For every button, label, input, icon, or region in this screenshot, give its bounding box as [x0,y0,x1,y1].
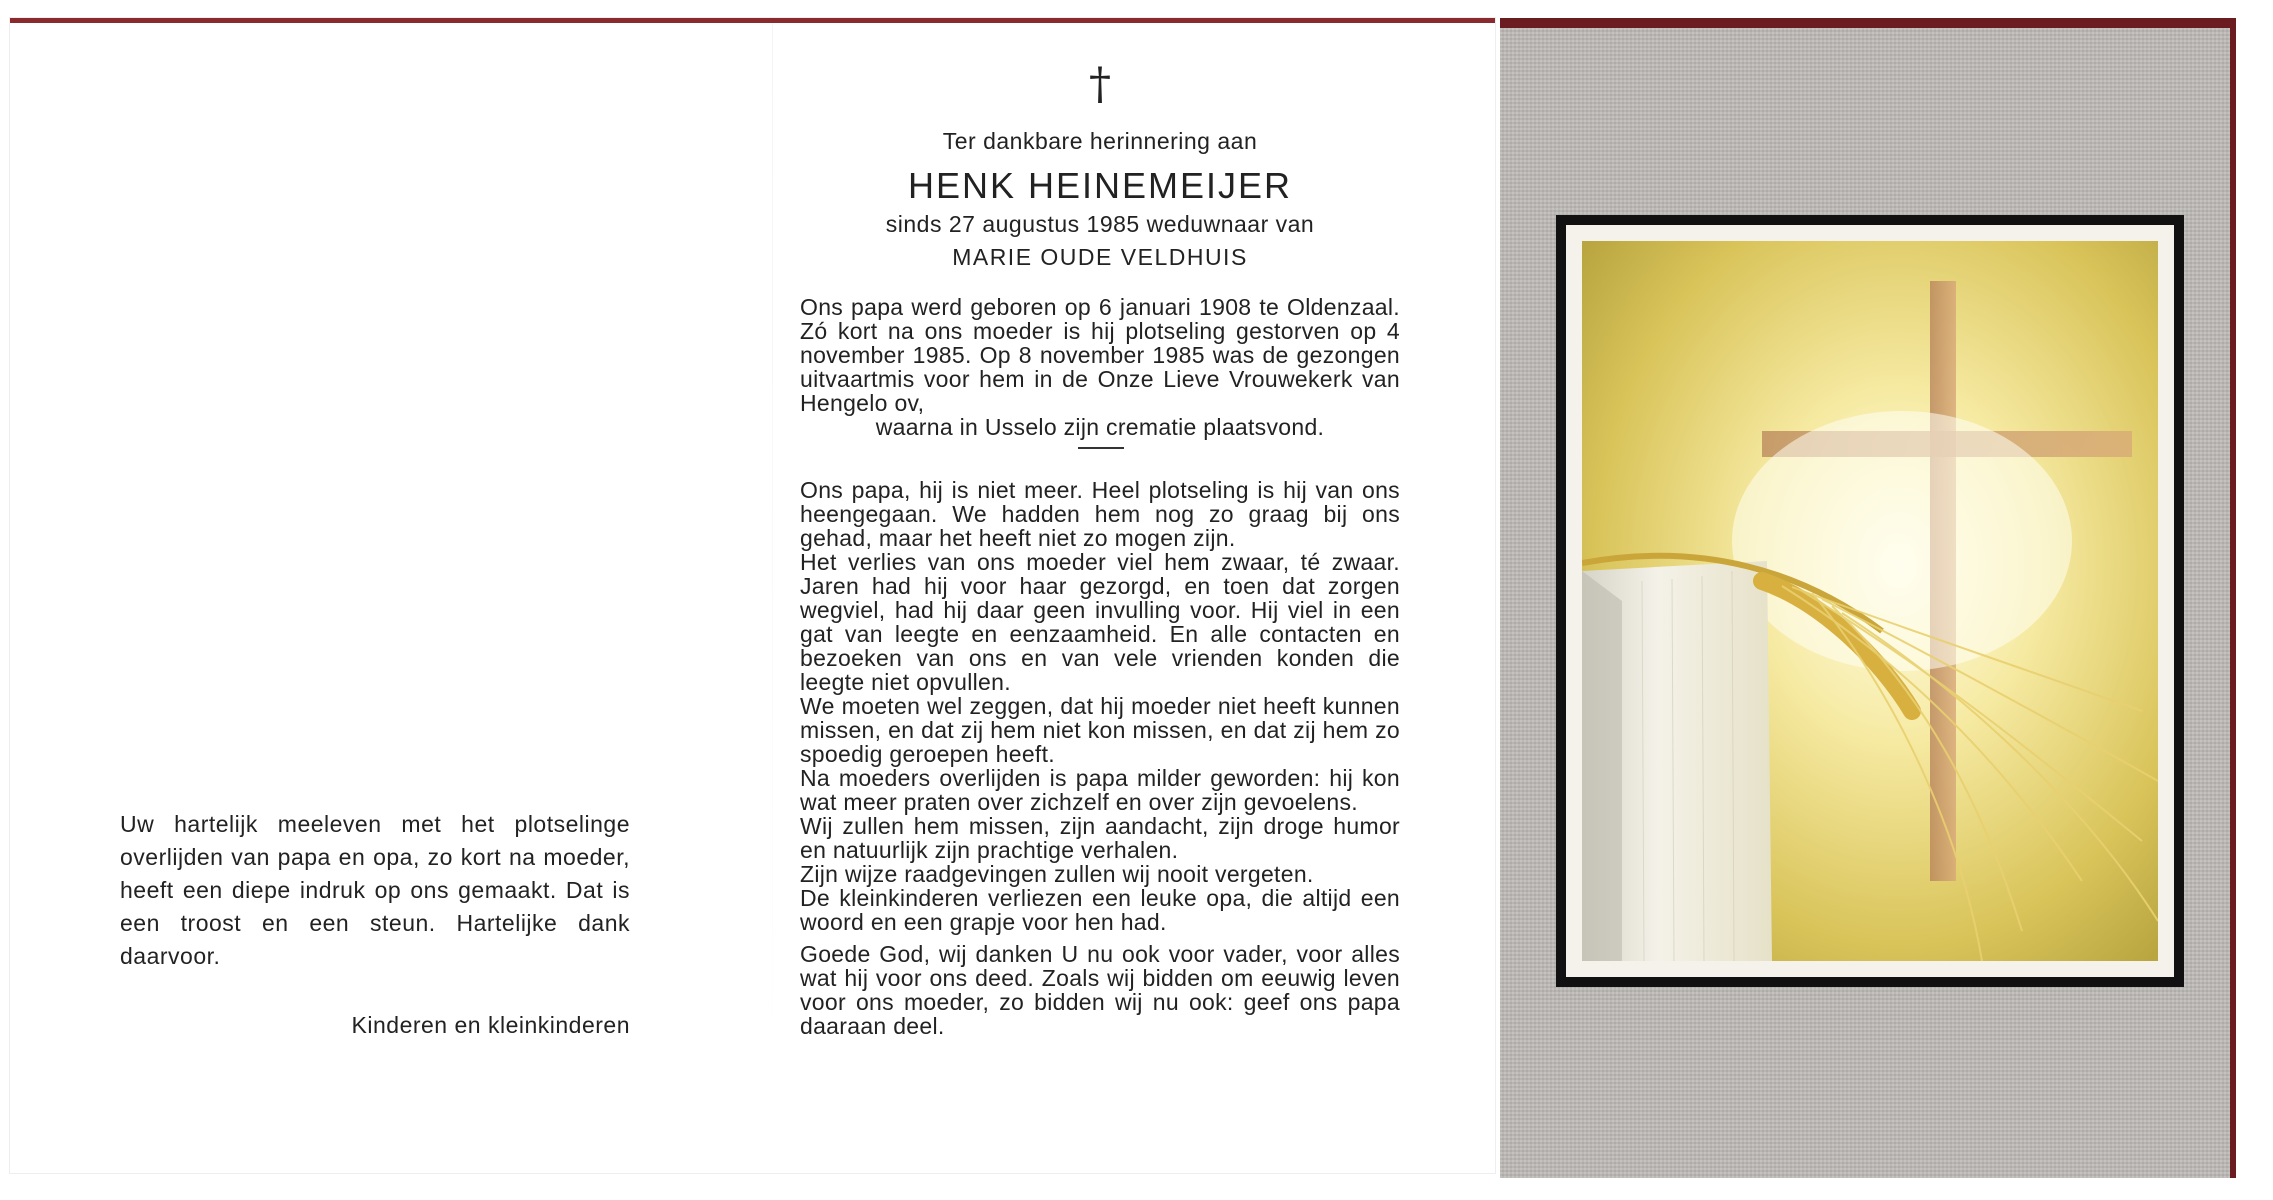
card-fold [772,23,773,1173]
paragraph: Ons papa, hij is niet meer. Heel plotseling is hij van ons heengegaan. We hadden hem nog zo graag bij ons gehad, maar het heeft niet zo mogen zijn. [800,477,1400,551]
biography-last-line: waarna in Usselo zijn crematie plaatsvond. [875,414,1325,440]
memorial-text [800,478,1400,1038]
paragraph: De kleinkinderen verliezen een leuke opa, die altijd een woord en een grapje voor hen had. [800,885,1400,935]
prayer-paragraph: Goede God, wij danken U nu ook voor vader, voor alles wat hij voor ons deed. Zoals wij bidden om eeuwig leven voor ons moeder, zo bidden wij nu ook: geef ons papa daaraan deel. [800,941,1400,1039]
card-header [800,60,1400,271]
spouse-name: MARIE OUDE VELDHUIS [952,244,1248,270]
cross-and-wheat-image [1582,241,2158,961]
paragraph: Na moeders overlijden is papa milder geworden: hij kon wat meer praten over zichzelf en over zijn gevoelens. [800,765,1400,815]
intro-line: Ter dankbare herinnering aan [942,128,1258,154]
paragraph: Wij zullen hem missen, zijn aandacht, zijn droge humor en natuurlijk zijn prachtige verhalen. [800,813,1400,863]
paragraph: We moeten wel zeggen, dat hij moeder niet heeft kunnen missen, en dat zij hem niet kon missen, en dat zij hem zo spoedig geroepen heeft. [800,693,1400,767]
thank-you-message: Uw hartelijk meeleven met het plotselinge overlijden van papa en opa, zo kort na moeder, heeft een diepe indruk op ons gemaakt. Dat is een troost en een steun. Hartelijke dank daarvoor. [120,811,630,969]
cross-and-wheat-illustration [1582,241,2158,961]
biography [800,295,1400,439]
section-divider [1078,447,1124,449]
biography-text: Ons papa werd geboren op 6 januari 1908 te Oldenzaal. Zó kort na ons moeder is hij plotseling gestorven op 4 november 1985. Op 8 november 1985 was de gezongen uitvaartmis voor hem in de Onze Lieve Vrouwekerk van Hengelo ov, [800,294,1400,416]
paragraph: Zijn wijze raadgevingen zullen wij nooit vergeten. [800,861,1314,887]
paragraph: Het verlies van ons moeder viel hem zwaar, té zwaar. Jaren had hij voor haar gezorgd, en toen dat zorgen wegviel, had hij daar geen invulling voor. Hij viel in een gat van leegte en eenzaamheid. En alle contacten en bezoeken van ons en van vele vrienden konden die leegte niet opvullen. [800,549,1400,695]
cross-icon: † [1089,59,1111,110]
widow-line: sinds 27 augustus 1985 weduwnaar van [885,211,1315,237]
deceased-name: HENK HEINEMEIJER [907,165,1293,206]
signature: Kinderen en kleinkinderen [351,1012,630,1038]
